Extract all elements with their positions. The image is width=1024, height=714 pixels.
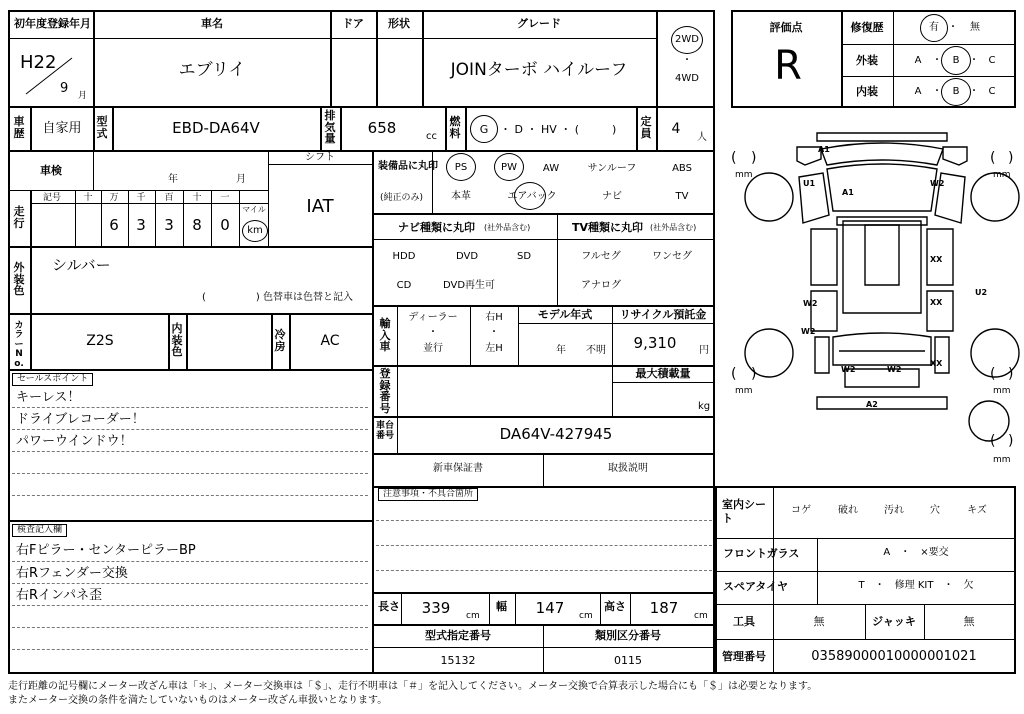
exterior-dot-1: ・ bbox=[932, 55, 942, 66]
displacement: 658 bbox=[367, 119, 397, 137]
footer-line-2: またメーター交換の条件を満たしていないものはメーター改ざん車扱いとなります。 bbox=[8, 695, 388, 706]
inspector-line: 右Rフェンダー交換 bbox=[16, 566, 128, 581]
tv-note: (社外品含む) bbox=[650, 223, 697, 232]
shift: IAT bbox=[306, 196, 334, 217]
ac: AC bbox=[320, 333, 340, 349]
equip-abs: ABS bbox=[672, 163, 692, 174]
equip-navi: ナビ bbox=[602, 191, 622, 202]
damage-mark: U1 bbox=[803, 179, 816, 188]
damage-mark: U2 bbox=[975, 288, 988, 297]
damage-mark: A1 bbox=[842, 188, 854, 197]
reg-month: 9 bbox=[60, 81, 69, 96]
bracket-open: ( bbox=[990, 366, 996, 382]
import-left-h: 左H bbox=[485, 343, 503, 354]
interior-sheet-label: 室内シート bbox=[722, 498, 766, 526]
model-year-unknown: 不明 bbox=[586, 345, 606, 356]
mileage-header-3: 千 bbox=[136, 193, 146, 203]
nav-hdd: HDD bbox=[392, 251, 416, 262]
reg-month-unit: 月 bbox=[78, 91, 88, 101]
ac-label: 冷房 bbox=[274, 328, 286, 353]
spare: T ・ 修理 KIT ・ 欠 bbox=[858, 580, 974, 591]
sales-line: ドライブレコーダー！ bbox=[16, 412, 145, 427]
damage-mark: XX bbox=[930, 255, 943, 264]
new-car-warranty: 新車保証書 bbox=[433, 463, 483, 474]
repair-yes: 有 bbox=[929, 22, 939, 33]
max-load-unit: kg bbox=[698, 401, 711, 412]
equip-tv: TV bbox=[675, 191, 689, 202]
unit-mm: mm bbox=[993, 386, 1011, 396]
displacement-unit: cc bbox=[426, 131, 437, 142]
score: R bbox=[774, 43, 802, 89]
recycle-unit: 円 bbox=[699, 345, 709, 356]
model-year-label: モデル年式 bbox=[537, 308, 593, 321]
max-load-label: 最大積載量 bbox=[635, 367, 691, 380]
mileage-digit: 6 bbox=[109, 216, 119, 234]
caution-label: 注意事項・不具合箇所 bbox=[378, 488, 478, 501]
interior-b: B bbox=[952, 86, 960, 97]
sheet-item: 汚れ bbox=[884, 505, 904, 516]
damage-mark: W2 bbox=[801, 327, 816, 336]
sheet-item: 穴 bbox=[930, 505, 940, 516]
color-no: Z2S bbox=[86, 333, 114, 349]
car-diagram bbox=[725, 125, 1020, 480]
shaken-label: 車検 bbox=[40, 164, 62, 177]
mileage-label: 走行 bbox=[13, 205, 25, 230]
inspector-line: 右Fピラー・センターピラーBP bbox=[16, 543, 196, 558]
damage-mark: A1 bbox=[818, 145, 830, 154]
model: EBD-DA64V bbox=[172, 119, 260, 137]
import-dot-2: ・ bbox=[489, 327, 499, 338]
type-no-label: 型式指定番号 bbox=[425, 629, 491, 642]
category-no: 0115 bbox=[614, 654, 642, 667]
exterior-a: A bbox=[914, 55, 922, 66]
registration-label: 登録番号 bbox=[379, 367, 391, 415]
mileage-header-0: 記号 bbox=[42, 193, 62, 203]
fuel-g: G bbox=[479, 123, 489, 136]
exterior-b: B bbox=[952, 55, 960, 66]
equipment-sublabel: (純正のみ) bbox=[380, 193, 424, 203]
width-unit: cm bbox=[579, 611, 593, 621]
damage-mark: W2 bbox=[887, 365, 902, 374]
bracket-open: ( bbox=[990, 150, 996, 166]
sheet-item: コゲ bbox=[791, 505, 811, 516]
interior-a: A bbox=[914, 86, 922, 97]
equipment-label: 装備品に丸印 bbox=[378, 161, 438, 172]
nav-dvd: DVD bbox=[455, 251, 479, 262]
grade-label: グレード bbox=[517, 17, 561, 30]
chassis: DA64V-427945 bbox=[499, 425, 613, 443]
nav-note: (社外品含む) bbox=[484, 223, 531, 232]
model-year-unit: 年 bbox=[556, 345, 566, 356]
control-no: 03589000010000001021 bbox=[811, 649, 977, 664]
bracket-close: ) bbox=[1008, 150, 1014, 166]
capacity-label: 定員 bbox=[640, 115, 652, 140]
capacity-unit: 人 bbox=[697, 132, 707, 143]
interior-dot-2: ・ bbox=[969, 86, 979, 97]
control-label: 管理番号 bbox=[722, 650, 766, 663]
bracket-open: ( bbox=[731, 150, 737, 166]
equip-aw: AW bbox=[542, 163, 560, 174]
exterior-label: 外装 bbox=[856, 54, 878, 67]
shift-label: シフト bbox=[305, 152, 335, 163]
model-label: 型式 bbox=[96, 115, 108, 140]
length-label: 長さ bbox=[378, 600, 400, 613]
type-no: 15132 bbox=[440, 654, 476, 667]
history-label: 車歴 bbox=[13, 115, 25, 140]
shaken-year-unit: 年 bbox=[168, 174, 178, 185]
jack-label: ジャッキ bbox=[872, 615, 916, 628]
mileage-header-6: 一 bbox=[220, 193, 230, 203]
tv-oneseg: ワンセグ bbox=[652, 251, 692, 262]
fuel-label: 燃料 bbox=[449, 115, 461, 140]
repair-dot: ・ bbox=[948, 22, 958, 33]
windshield: A ・ ×要交 bbox=[883, 547, 949, 558]
color-note: ( ) 色替車は色替と記入 bbox=[202, 292, 353, 303]
car-name-label: 車名 bbox=[201, 17, 223, 30]
sheet-item: 破れ bbox=[838, 505, 858, 516]
damage-mark: W2 bbox=[841, 365, 856, 374]
inspector-label: 検査記入欄 bbox=[12, 524, 67, 537]
repair-no: 無 bbox=[970, 22, 980, 33]
bracket-open: ( bbox=[731, 366, 737, 382]
windshield-label: フロントガラス bbox=[723, 547, 800, 560]
equip-ps: PS bbox=[454, 162, 468, 173]
km-label: km bbox=[247, 225, 263, 236]
import-label: 輸入車 bbox=[379, 317, 391, 354]
recycle-label: リサイクル預託金 bbox=[619, 308, 707, 321]
mileage-header-5: 十 bbox=[192, 193, 202, 203]
bracket-close: ) bbox=[1008, 366, 1014, 382]
grade: JOINターボ ハイルーフ bbox=[450, 60, 628, 80]
drive-2wd: 2WD bbox=[675, 34, 699, 45]
mileage-header-2: 万 bbox=[109, 193, 119, 203]
mileage-digit: 8 bbox=[192, 216, 202, 234]
recycle: 9,310 bbox=[633, 334, 677, 352]
mileage-digit: 0 bbox=[220, 216, 230, 234]
interior-color-label: 内装色 bbox=[171, 322, 183, 359]
length-unit: cm bbox=[466, 611, 480, 621]
damage-mark: XX bbox=[930, 298, 943, 307]
nav-sd: SD bbox=[516, 251, 532, 262]
exterior-dot-2: ・ bbox=[969, 55, 979, 66]
interior-c: C bbox=[988, 86, 996, 97]
color-label: 外装色 bbox=[13, 261, 25, 298]
first-reg-label: 初年度登録年月 bbox=[14, 17, 91, 30]
spare-label: スペアタイヤ bbox=[723, 580, 789, 593]
height: 187 bbox=[649, 599, 679, 617]
interior-label: 内装 bbox=[856, 85, 878, 98]
interior-dot-1: ・ bbox=[932, 86, 942, 97]
length: 339 bbox=[421, 599, 451, 617]
width: 147 bbox=[535, 599, 565, 617]
import-right-h: 右H bbox=[485, 312, 503, 323]
era-year: H22 bbox=[20, 52, 57, 73]
color-no-label: カラーNo. bbox=[14, 321, 24, 369]
tv-label: TV種類に丸印 bbox=[572, 221, 644, 234]
unit-mm: mm bbox=[993, 455, 1011, 465]
sheet-item: キズ bbox=[967, 505, 987, 516]
drive-4wd: 4WD bbox=[675, 73, 699, 84]
manual: 取扱説明 bbox=[608, 463, 648, 474]
mileage-digit: 3 bbox=[136, 216, 146, 234]
height-label: 高さ bbox=[604, 600, 626, 613]
unit-mm: mm bbox=[735, 386, 753, 396]
mileage-header-1: 十 bbox=[83, 193, 93, 203]
damage-mark: W2 bbox=[930, 179, 945, 188]
history: 自家用 bbox=[42, 121, 82, 136]
unit-mm: mm bbox=[993, 170, 1011, 180]
damage-mark: W2 bbox=[803, 299, 818, 308]
import-parallel: 並行 bbox=[423, 343, 443, 354]
exterior-c: C bbox=[988, 55, 996, 66]
equip-sunroof: サンルーフ bbox=[587, 163, 637, 174]
width-label: 幅 bbox=[496, 600, 507, 613]
chassis-label: 車台番号 bbox=[376, 421, 395, 441]
mile-label: マイル bbox=[242, 205, 266, 214]
score-label: 評価点 bbox=[769, 21, 803, 34]
bracket-close: ) bbox=[751, 150, 757, 166]
mileage-header-4: 百 bbox=[164, 193, 174, 203]
nav-label: ナビ種類に丸印 bbox=[398, 221, 475, 234]
sales-line: キーレス！ bbox=[16, 390, 81, 405]
import-dot: ・ bbox=[428, 327, 438, 338]
nav-dvd-play: DVD再生可 bbox=[442, 280, 496, 291]
category-no-label: 類別区分番号 bbox=[595, 629, 661, 642]
equip-leather: 本革 bbox=[451, 191, 471, 202]
car-name: エブリイ bbox=[178, 60, 246, 80]
tools-label: 工具 bbox=[733, 615, 755, 628]
sales-label: セールスポイント bbox=[12, 373, 93, 386]
tv-fullseg: フルセグ bbox=[581, 251, 621, 262]
jack: 無 bbox=[963, 615, 975, 628]
tools: 無 bbox=[813, 615, 825, 628]
shaken-month-unit: 月 bbox=[236, 174, 246, 185]
bracket-open: ( bbox=[990, 433, 996, 449]
height-unit: cm bbox=[694, 611, 708, 621]
footer-line-1: 走行距離の記号欄にメーター改ざん車は「＊」、メーター交換車は「＄」、走行不明車は「＃」を記入してください。メーター交換で合算表示した場合にも「＄」は必要となります。 bbox=[8, 681, 818, 692]
drive-dot: ・ bbox=[682, 55, 692, 66]
tv-analog: アナログ bbox=[581, 280, 621, 291]
repair-label: 修復歴 bbox=[850, 21, 884, 34]
equip-pw: PW bbox=[501, 162, 517, 173]
shape-label: 形状 bbox=[388, 17, 410, 30]
equip-airbag: エアバック bbox=[507, 191, 557, 202]
nav-cd: CD bbox=[396, 280, 412, 291]
damage-mark: A2 bbox=[866, 400, 878, 409]
unit-mm: mm bbox=[735, 170, 753, 180]
fuel-rest: ・ D ・ HV ・ ( ) bbox=[500, 123, 617, 136]
import-dealer: ディーラー bbox=[408, 312, 458, 323]
bracket-close: ) bbox=[751, 366, 757, 382]
damage-mark: XX bbox=[930, 359, 943, 368]
door-label: ドア bbox=[342, 17, 364, 30]
mileage-digit: 3 bbox=[164, 216, 174, 234]
color-value: シルバー bbox=[52, 256, 111, 274]
capacity: 4 bbox=[671, 121, 681, 137]
bracket-close: ) bbox=[1008, 433, 1014, 449]
sales-line: パワーウインドウ！ bbox=[16, 434, 133, 449]
inspector-line: 右Rインパネ歪 bbox=[16, 588, 103, 603]
displacement-label: 排気量 bbox=[324, 109, 336, 146]
